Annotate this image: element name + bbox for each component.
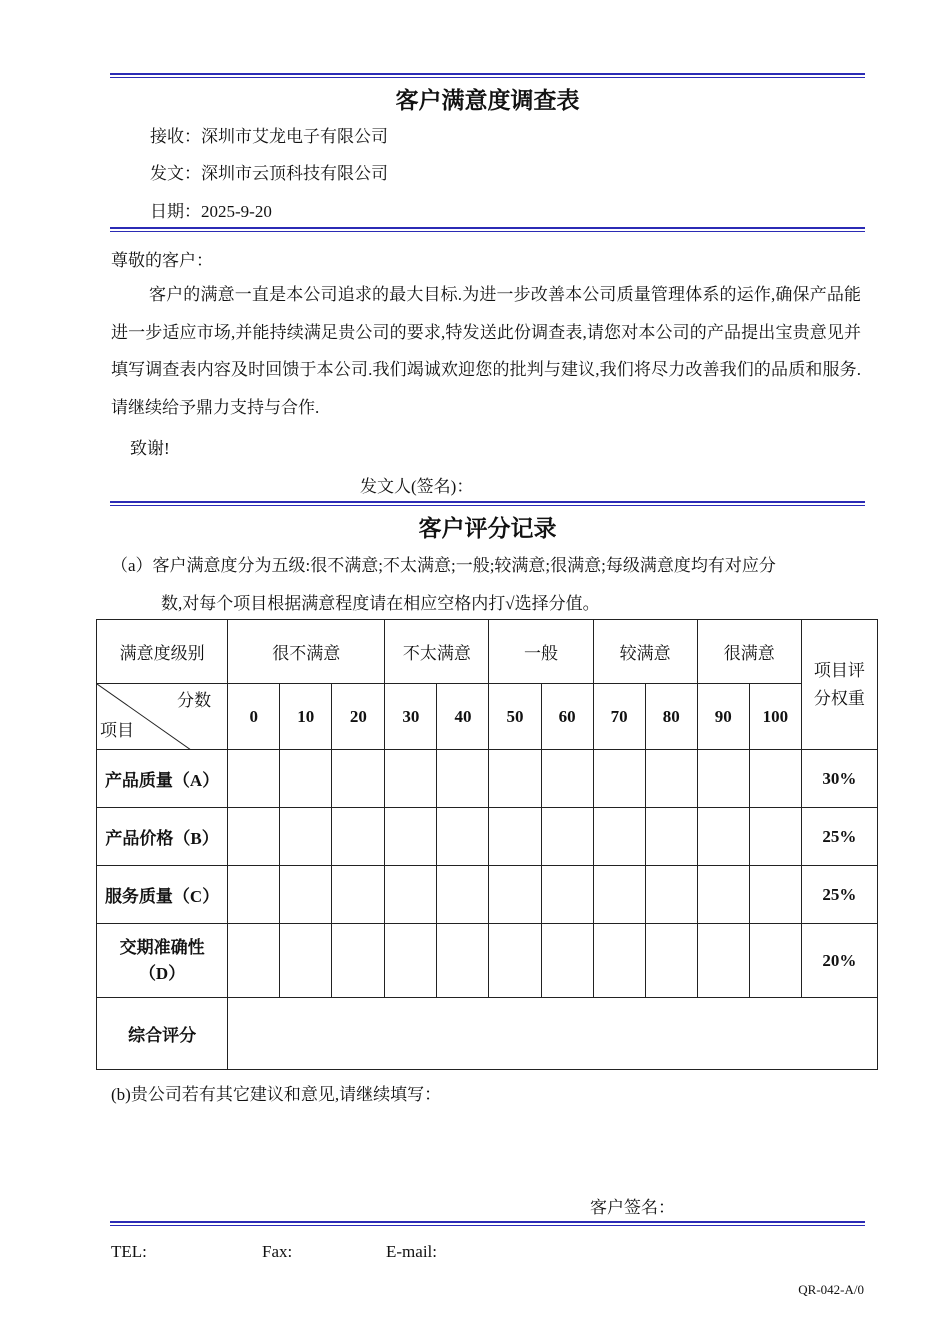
level-header: 满意度级别 bbox=[97, 620, 228, 684]
score-cell[interactable] bbox=[385, 866, 437, 924]
score-cell[interactable] bbox=[645, 750, 697, 808]
score-cell[interactable] bbox=[332, 866, 385, 924]
letter-body: 客户的满意一直是本公司追求的最大目标.为进一步改善本公司质量管理体系的运作,确保产品能进一步适应市场,并能持续满足贵公司的要求,特发送此份调查表,请您对本公司的产品提出宝贵意见并填写调查表内容及时回馈于本公司.我们竭诚欢迎您的批判与建议,我们将尽力改善我们的品质和服务.请继续给予鼎力支持与合作. bbox=[111, 285, 861, 417]
date-line: 日期：2025-9-20 bbox=[150, 202, 272, 221]
item-name: 服务质量（C） bbox=[97, 866, 228, 924]
score-0: 0 bbox=[228, 684, 280, 750]
score-cell[interactable] bbox=[697, 808, 749, 866]
total-label: 综合评分 bbox=[97, 998, 228, 1070]
page-title: 客户满意度调查表 bbox=[395, 88, 580, 113]
customer-signature-label: 客户签名： bbox=[590, 1198, 675, 1217]
score-90: 90 bbox=[697, 684, 749, 750]
table-row bbox=[97, 866, 878, 924]
table-row bbox=[97, 808, 878, 866]
score-cell[interactable] bbox=[280, 808, 332, 866]
score-cell[interactable] bbox=[749, 866, 801, 924]
score-cell[interactable] bbox=[332, 924, 385, 998]
score-cell[interactable] bbox=[697, 924, 749, 998]
table-row bbox=[97, 924, 878, 998]
score-60: 60 bbox=[541, 684, 593, 750]
item-name: 交期准确性（D） bbox=[97, 924, 228, 998]
level-satisfied: 较满意 bbox=[593, 620, 697, 684]
score-cell[interactable] bbox=[332, 750, 385, 808]
rating-note-line2: 数,对每个项目根据满意程度请在相应空格内打√选择分值。 bbox=[161, 594, 600, 613]
item-label: 项目 bbox=[100, 721, 134, 740]
item-weight: 25% bbox=[801, 808, 877, 866]
score-cell[interactable] bbox=[541, 750, 593, 808]
score-cell[interactable] bbox=[645, 866, 697, 924]
score-cell[interactable] bbox=[645, 808, 697, 866]
document-code: QR-042-A/0 bbox=[798, 1282, 864, 1297]
header-rule bbox=[110, 227, 865, 232]
score-cell[interactable] bbox=[385, 750, 437, 808]
letter-rule bbox=[110, 501, 865, 506]
table-row bbox=[97, 998, 878, 1070]
score-cell[interactable] bbox=[489, 808, 541, 866]
score-30: 30 bbox=[385, 684, 437, 750]
level-very-satisfied: 很满意 bbox=[697, 620, 801, 684]
score-cell[interactable] bbox=[228, 808, 280, 866]
score-70: 70 bbox=[593, 684, 645, 750]
score-cell[interactable] bbox=[437, 808, 489, 866]
score-cell[interactable] bbox=[489, 866, 541, 924]
item-weight: 30% bbox=[801, 750, 877, 808]
rating-title: 客户评分记录 bbox=[418, 516, 557, 541]
score-cell[interactable] bbox=[541, 808, 593, 866]
suggestion-prompt: (b)贵公司若有其它建议和意见,请继续填写： bbox=[111, 1085, 442, 1104]
rating-table bbox=[96, 619, 878, 1070]
score-cell[interactable] bbox=[489, 924, 541, 998]
score-item-corner bbox=[97, 684, 228, 750]
item-name: 产品质量（A） bbox=[97, 750, 228, 808]
score-cell[interactable] bbox=[489, 750, 541, 808]
weight-header: 项目评分权重 bbox=[801, 620, 877, 750]
total-score-cell[interactable] bbox=[228, 998, 878, 1070]
table-row bbox=[97, 750, 878, 808]
rating-note-line1: （a）客户满意度分为五级:很不满意;不太满意;一般;较满意;很满意;每级满意度均有对应分 bbox=[111, 556, 776, 575]
footer-tel: TEL: bbox=[111, 1242, 147, 1261]
score-cell[interactable] bbox=[437, 866, 489, 924]
score-cell[interactable] bbox=[541, 866, 593, 924]
score-cell[interactable] bbox=[593, 808, 645, 866]
sender-line: 发文：深圳市云顶科技有限公司 bbox=[150, 164, 388, 183]
item-weight: 25% bbox=[801, 866, 877, 924]
thanks: 致谢! bbox=[130, 439, 170, 458]
score-50: 50 bbox=[489, 684, 541, 750]
level-neutral: 一般 bbox=[489, 620, 593, 684]
score-cell[interactable] bbox=[385, 808, 437, 866]
score-cell[interactable] bbox=[332, 808, 385, 866]
score-cell[interactable] bbox=[593, 750, 645, 808]
score-cell[interactable] bbox=[228, 866, 280, 924]
score-cell[interactable] bbox=[697, 866, 749, 924]
greeting: 尊敬的客户： bbox=[111, 251, 213, 270]
score-10: 10 bbox=[280, 684, 332, 750]
score-cell[interactable] bbox=[749, 808, 801, 866]
score-cell[interactable] bbox=[385, 924, 437, 998]
score-cell[interactable] bbox=[593, 866, 645, 924]
score-40: 40 bbox=[437, 684, 489, 750]
level-very-dissatisfied: 很不满意 bbox=[228, 620, 385, 684]
score-label: 分数 bbox=[177, 691, 212, 710]
score-100: 100 bbox=[749, 684, 801, 750]
score-cell[interactable] bbox=[697, 750, 749, 808]
item-weight: 20% bbox=[801, 924, 877, 998]
score-cell[interactable] bbox=[645, 924, 697, 998]
score-cell[interactable] bbox=[228, 924, 280, 998]
score-cell[interactable] bbox=[437, 750, 489, 808]
score-cell[interactable] bbox=[593, 924, 645, 998]
score-cell[interactable] bbox=[437, 924, 489, 998]
score-cell[interactable] bbox=[280, 924, 332, 998]
receiver-line: 接收：深圳市艾龙电子有限公司 bbox=[150, 127, 388, 146]
score-cell[interactable] bbox=[280, 750, 332, 808]
score-cell[interactable] bbox=[228, 750, 280, 808]
sender-signature-label: 发文人(签名)： bbox=[360, 477, 474, 496]
score-cell[interactable] bbox=[280, 866, 332, 924]
item-name: 产品价格（B） bbox=[97, 808, 228, 866]
footer-fax: Fax: bbox=[262, 1242, 293, 1261]
score-20: 20 bbox=[332, 684, 385, 750]
score-cell[interactable] bbox=[541, 924, 593, 998]
score-cell[interactable] bbox=[749, 750, 801, 808]
score-cell[interactable] bbox=[749, 924, 801, 998]
footer-rule bbox=[110, 1221, 865, 1226]
footer-email: E-mail: bbox=[386, 1242, 437, 1261]
top-rule bbox=[110, 73, 865, 78]
score-80: 80 bbox=[645, 684, 697, 750]
level-dissatisfied: 不太满意 bbox=[385, 620, 489, 684]
